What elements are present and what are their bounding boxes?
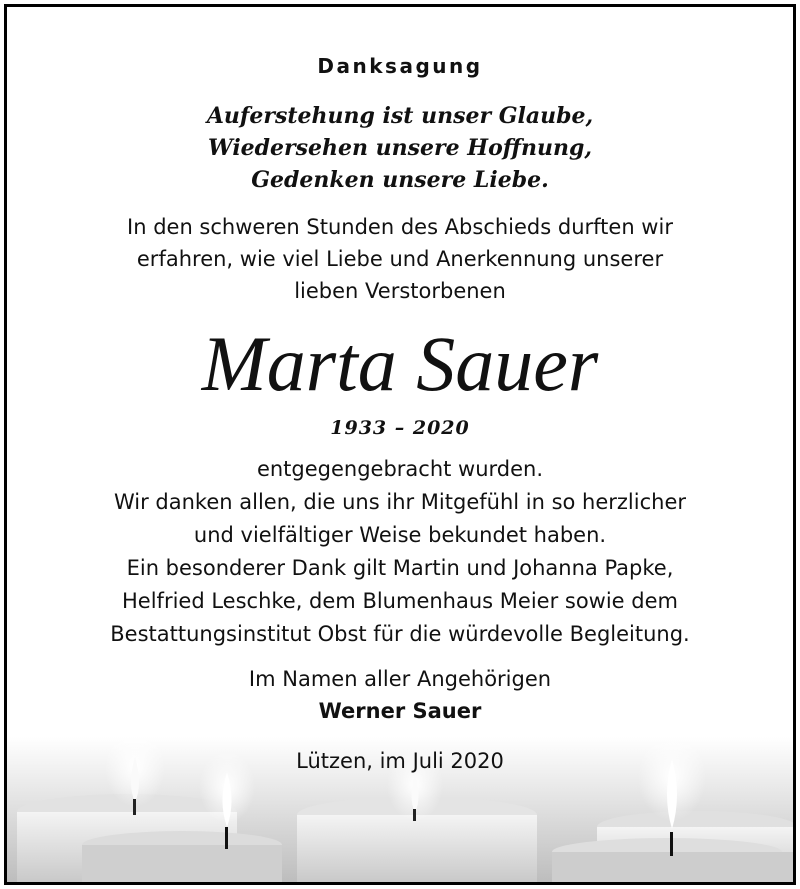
body-line-6: Bestattungsinstitut Obst für die würdevolle Begleitung. (110, 622, 690, 646)
place-date: Lützen, im Juli 2020 (296, 749, 504, 773)
intro-line-3: lieben Verstorbenen (294, 279, 506, 303)
deceased-name: Marta Sauer (201, 320, 599, 407)
intro-line-1: In den schweren Stunden des Abschieds durften wir (127, 215, 673, 239)
closing-line: Im Namen aller Angehörigen (248, 667, 552, 691)
motto-line-1: Auferstehung ist unser Glaube, (206, 103, 594, 129)
body-line-4: Ein besonderer Dank gilt Martin und Johanna Papke, (126, 556, 674, 580)
motto-line-3: Gedenken unsere Liebe. (251, 167, 549, 193)
signer-name: Werner Sauer (318, 699, 482, 723)
notice-heading: Danksagung (317, 54, 483, 78)
body-line-3: und vielfältiger Weise bekundet haben. (193, 523, 607, 547)
motto-line-2: Wiedersehen unsere Hoffnung, (208, 135, 592, 161)
body-line-1: entgegengebracht wurden. (256, 457, 544, 481)
body-line-2: Wir danken allen, die uns ihr Mitgefühl in so herzlicher (113, 490, 687, 514)
life-dates: 1933 – 2020 (330, 417, 470, 439)
intro-line-2: erfahren, wie viel Liebe und Anerkennung unserer (136, 247, 664, 271)
obituary-notice (4, 4, 796, 885)
body-line-5: Helfried Leschke, dem Blumenhaus Meier sowie dem (122, 589, 678, 613)
